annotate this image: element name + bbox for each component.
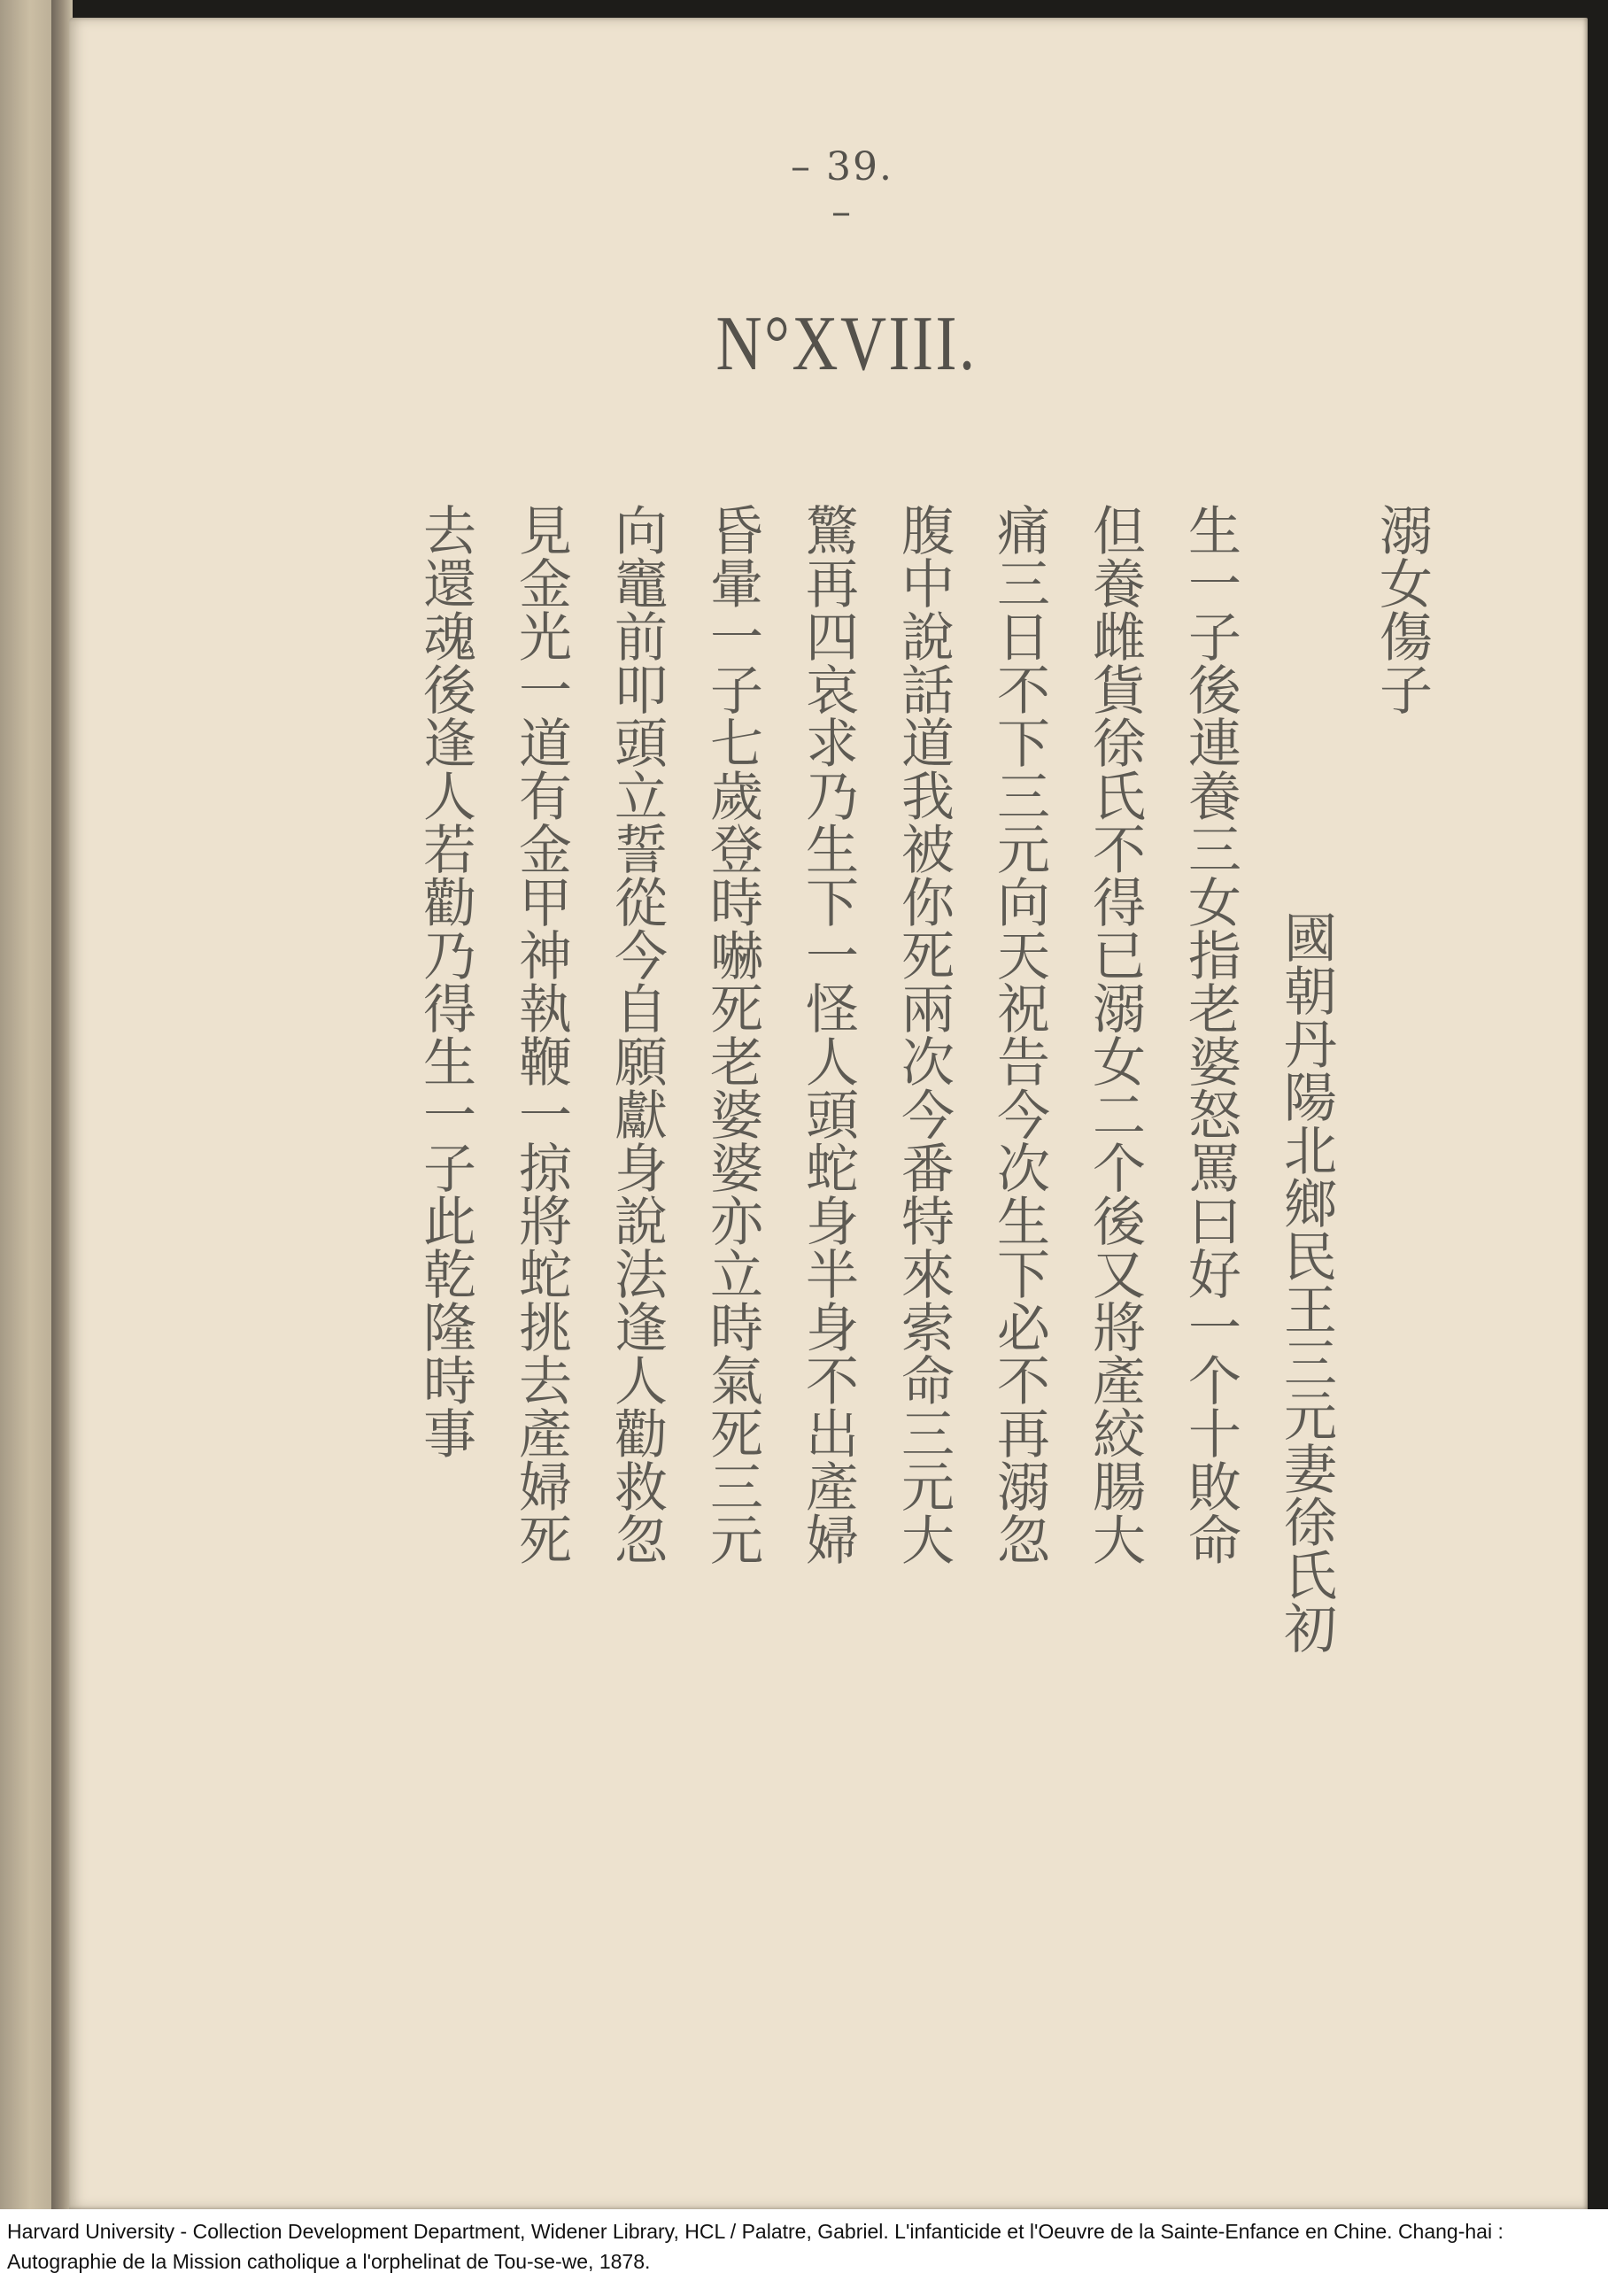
caption-line-2: Autographie de la Mission catholique a l'orphelinat de Tou-se-we, 1878. — [7, 2250, 651, 2273]
text-column: 驚再四哀求乃生下一怪人頭蛇身半身不出產婦 — [797, 503, 859, 1565]
source-caption — [7, 2216, 1601, 2277]
text-column: 向竈前叩頭立誓從今自願獻身說法逢人勸救忽 — [606, 503, 668, 1565]
caption-line-1: Harvard University - Collection Development Department, Widener Library, HCL / Palatre, Gabriel. L'infanticide et l'Oeuvre de la Sainte-Enfance en Chine. Chang-hai : — [7, 2220, 1504, 2243]
text-column: 腹中說話道我被你死兩次今番特來索命三元大 — [893, 503, 955, 1565]
text-column: 去還魂後逢人若勸乃得生一子此乾隆時事 — [414, 503, 476, 1459]
text-column: 昏暈一子七歲登時嚇死老婆婆亦立時氣死三元 — [701, 503, 763, 1565]
book-page — [69, 18, 1588, 2209]
text-column: 但養雌貨徐氏不得已溺女二个後又將產絞腸大 — [1084, 503, 1146, 1565]
text-column: 見金光一道有金甲神執鞭一掠將蛇挑去產婦死 — [510, 503, 572, 1565]
text-column: 國朝丹陽北鄉民王三元妻徐氏初 — [1275, 910, 1337, 1654]
text-column: 痛三日不下三元向天祝告今次生下必不再溺忽 — [988, 503, 1050, 1565]
page-number: – 39. – — [791, 144, 893, 235]
text-column: 生一子後連養三女指老婆怒罵曰好一个十敗命 — [1179, 503, 1241, 1565]
section-heading: N°XVIII. — [715, 301, 978, 387]
text-column: 溺女傷子 — [1371, 503, 1433, 715]
